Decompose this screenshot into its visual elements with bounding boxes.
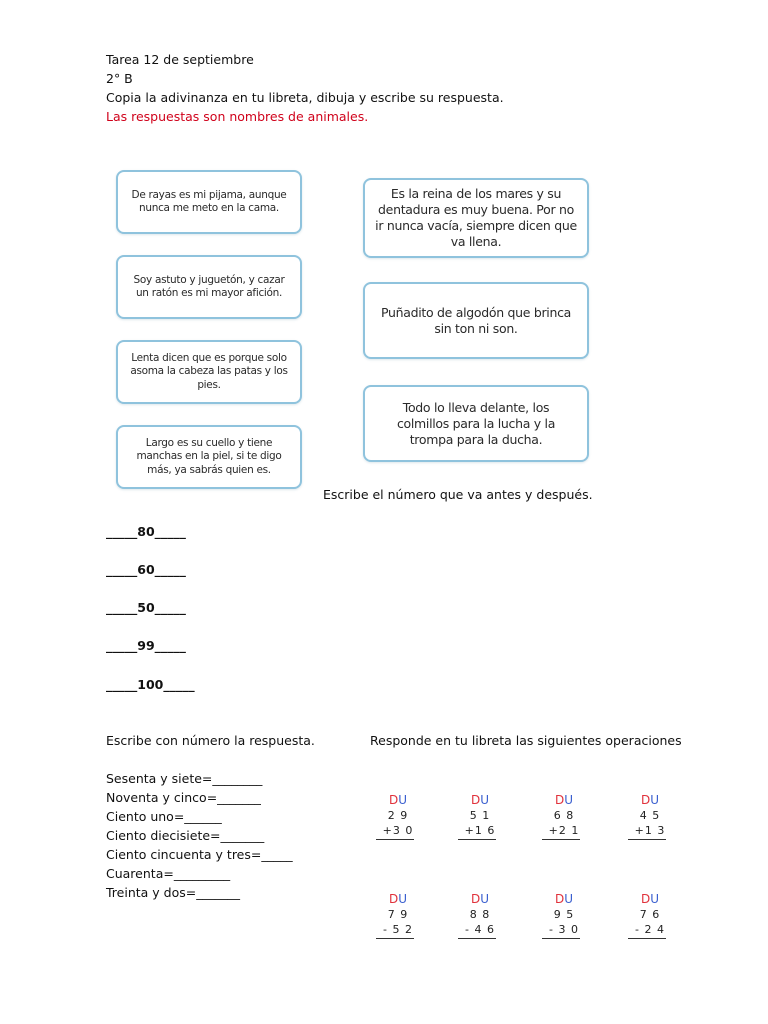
sum-line <box>458 839 496 840</box>
sequence-item: _____99_____ <box>106 638 186 653</box>
subtraction-operation <box>376 892 420 939</box>
operand-bottom: - 5 2 <box>383 923 413 936</box>
subtraction-operation <box>628 892 672 939</box>
riddle-card <box>116 255 302 319</box>
addition-operation <box>542 793 586 840</box>
riddle-card <box>363 385 589 462</box>
du-header: DU <box>640 892 660 906</box>
addition-operation <box>628 793 672 840</box>
operations-title: Responde en tu libreta las siguientes operaciones <box>370 733 682 748</box>
words-item: Ciento uno=______ <box>106 809 222 824</box>
riddle-text: Puñadito de algodón que brinca sin ton ni son. <box>380 304 572 336</box>
difference-line <box>376 938 414 939</box>
riddle-text: De rayas es mi pijama, aunque nunca me meto en la cama. <box>131 188 287 214</box>
difference-line <box>628 938 666 939</box>
addition-operation <box>458 793 502 840</box>
words-item: Noventa y cinco=_______ <box>106 790 261 805</box>
operand-top: 9 5 <box>553 908 575 921</box>
sum-line <box>628 839 666 840</box>
subtraction-operation <box>542 892 586 939</box>
operand-bottom: +1 6 <box>464 824 496 837</box>
operand-bottom: - 2 4 <box>635 923 665 936</box>
operand-top: 7 9 <box>387 908 409 921</box>
riddle-card <box>116 425 302 489</box>
operand-bottom: - 4 6 <box>465 923 495 936</box>
sum-line <box>542 839 580 840</box>
riddle-card <box>116 170 302 234</box>
operand-top: 5 1 <box>469 809 491 822</box>
operand-top: 4 5 <box>639 809 661 822</box>
grade-group: 2° B <box>106 71 133 86</box>
operand-top: 7 6 <box>639 908 661 921</box>
difference-line <box>542 938 580 939</box>
subtraction-operation <box>458 892 502 939</box>
du-header: DU <box>388 892 408 906</box>
words-item: Ciento diecisiete=_______ <box>106 828 265 843</box>
instruction-text: Copia la adivinanza en tu libreta, dibuja y escribe su respuesta. <box>106 90 504 105</box>
du-header: DU <box>554 793 574 807</box>
riddle-text: Es la reina de los mares y su dentadura es muy buena. Por no ir nunca vacía, siempre dicen que va llena. <box>375 186 577 249</box>
operand-bottom: +1 3 <box>634 824 666 837</box>
operand-bottom: - 3 0 <box>549 923 579 936</box>
words-item: Sesenta y siete=________ <box>106 771 263 786</box>
sequence-item: _____100_____ <box>106 677 195 692</box>
du-header: DU <box>470 793 490 807</box>
riddle-card <box>116 340 302 404</box>
du-header: DU <box>554 892 574 906</box>
operand-top: 8 8 <box>469 908 491 921</box>
du-header: DU <box>640 793 660 807</box>
sequence-item: _____80_____ <box>106 524 186 539</box>
words-title: Escribe con número la respuesta. <box>106 733 315 748</box>
words-item: Ciento cincuenta y tres=_____ <box>106 847 293 862</box>
instruction-note: Las respuestas son nombres de animales. <box>106 109 369 124</box>
du-header: DU <box>470 892 490 906</box>
assignment-date: Tarea 12 de septiembre <box>106 52 254 67</box>
words-item: Cuarenta=_________ <box>106 866 231 881</box>
addition-operation <box>376 793 420 840</box>
sequence-item: _____60_____ <box>106 562 186 577</box>
sum-line <box>376 839 414 840</box>
words-list <box>106 769 293 902</box>
operand-top: 2 9 <box>387 809 409 822</box>
du-header: DU <box>388 793 408 807</box>
riddle-card <box>363 178 589 258</box>
riddle-text: Largo es su cuello y tiene manchas en la piel, si te digo más, ya sabrás quien es. <box>136 436 282 476</box>
operand-bottom: +2 1 <box>548 824 580 837</box>
words-item: Treinta y dos=_______ <box>106 885 240 900</box>
operand-top: 6 8 <box>553 809 575 822</box>
sequence-title: Escribe el número que va antes y después. <box>323 487 593 502</box>
sequence-item: _____50_____ <box>106 600 186 615</box>
riddle-text: Soy astuto y juguetón, y cazar un ratón es mi mayor afición. <box>133 273 285 299</box>
operand-bottom: +3 0 <box>382 824 414 837</box>
riddle-text: Lenta dicen que es porque solo asoma la cabeza las patas y los pies. <box>130 351 288 391</box>
riddle-text: Todo lo lleva delante, los colmillos para la lucha y la trompa para la ducha. <box>396 399 556 447</box>
riddle-card <box>363 282 589 359</box>
difference-line <box>458 938 496 939</box>
